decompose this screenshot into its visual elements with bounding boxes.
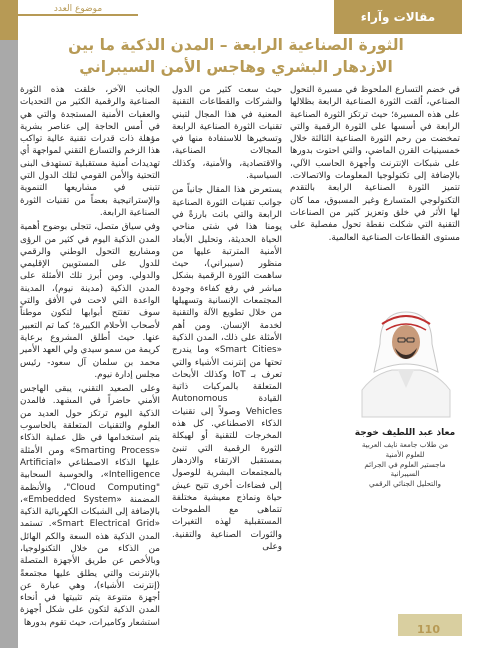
author-role-line: للعلوم الأمنية — [385, 449, 425, 459]
author-name: معاذ عبد اللطيف خوجة — [354, 428, 456, 438]
paragraph: حيث سعت كثير من الدول والشركات والقطاعات التقنية المعنية في هذا المجال لتبني تقنيات الثورة الصناعية الرابعة وتسخيرها للاستفادة منها في المجالات الصناعية، والاقتصادية، والأمنية، وكذلك السياسية. — [172, 85, 282, 182]
article-column-right — [290, 84, 460, 314]
author-role — [350, 440, 460, 489]
issue-label: موضوع العدد — [53, 4, 103, 14]
author-info — [350, 428, 460, 489]
issue-divider — [18, 14, 138, 16]
article-title-line-1: الثورة الصناعية الرابعة – المدن الذكية ما بين — [68, 36, 404, 54]
author-role-line: والتحليل الجنائي الرقمي — [369, 479, 441, 489]
page-number: 110 — [417, 623, 440, 636]
paragraph: في خضم التسارع الملحوظ في مسيرة التحول الصناعي، ألقت الثورة الصناعية الرابعة بظلالها على هذه المسيرة؛ حيث ترتكز الثورة الصناعية الرابعة في أسسها على الثورة الرقمية والتي تمخضت من رحم الثورة الصناعية الثالثة خلال خمسينيات القرن الماضي، والتي احتوت بدورها على شبكات الإنترنت وأجهزة الحاسب الآلي، بالإضافة إلى تكنولوجيا المعلومات والاتصالات. تتميز الثورة الصناعية الرابعة بالتقدم التكنولوجي المتسارع وغير المسبوق، مما كان لها الأثر في خلق وتعزيز كثير من الصناعات التقنية التي شكلت نقطة تحول مفصلية على مستوى القطاعات الصناعية العالمية. — [290, 85, 460, 243]
author-photo — [362, 302, 450, 417]
article-column-middle — [172, 84, 282, 594]
paragraph: يستعرض هذا المقال جانباً من جوانب تقنيات الثورة الصناعية الرابعة والتي باتت بارزةً في يومنا هذا في شتى مناحي الحياة الحديثة، وتحليل الأبعاد الأمنية المترتبة عليها من منظور (سيبراني)، حيث ساهمت الثورة الرقمية بشكل مباشر في رفع كفاءة وجودة المجتمعات الإنسانية وتسهيلها من خلال تطويع الآلة والتقنية لخدمة الإنسان. ومن أهم الأمثلة على ذلك، المدن الذكية «Smart Cities» وما يندرج تحتها من إنترنت الأشياء والتي تعرف بـ IoT وكذلك الأبحاث المتعلقة بالمركبات ذاتية القيادة Autonomous Vehicles وصولاً إلى تقنيات الذكاء الاصطناعي. كل هذه المخرجات للتقنية أو لهيكلة الثورة الرقمية التي تنبئ بمستقبل الارتقاء والازدهار بالمجتمعات البشرية للوصول إلى فضاءات أخرى تتيح عيش حياة ونماذج معيشية مختلفة تتماهى مع الطموحات المستقبلية لهذه التغيرات والثورات الصناعية والتقنية. وعلى — [172, 185, 282, 552]
section-tab — [334, 0, 462, 34]
side-strip — [0, 0, 18, 648]
article-title-line-2: الازدهار البشري وهاجس الأمن السيبراني — [79, 58, 393, 76]
article-column-left — [20, 84, 161, 628]
author-role-line: من طلاب جامعة نايف العربية — [361, 440, 449, 449]
article-title — [20, 34, 452, 78]
author-role-line: ماجستير العلوم في الجرائم السيبرانية — [364, 459, 446, 479]
section-label: مقالات وآراء — [360, 10, 436, 24]
side-strip-accent — [0, 0, 18, 40]
paragraph: وفي سياق متصل، تتجلى بوضوح أهمية المدن الذكية اليوم في كثير من الرؤى ومشاريع التحول الوطني والرقمي للدول على المستويين الإقليمي والدولي. ومن أبرز تلك الأمثلة على المدن الذكية (مدينة نيوم)، المدينة الواعدة التي لاحت في الأفق والتي سوف تفتتح أبوابها لتكون موطناً لأصحاب الأحلام الكبيرة؛ كما تم التعبير عنها. حيث أطلق المشروع برعاية كريمة من سمو سيدي ولي العهد الأمير محمد بن سلمان آل سعود- رئيس مجلس إدارة نيوم. — [20, 222, 160, 380]
author-photo-illustration — [362, 302, 450, 417]
paragraph: وعلى الصعيد التقني، يبقى الهاجس الأمني حاضراً في المشهد. فالمدن الذكية اليوم ترتكز حول العديد من العلوم والتقنيات المتعلقة بالحاسوب يتم استخدامها في ظل عملية الذكاء «Smarting Process» ومن الأمثلة عليها الذكاء الاصطناعي «Artificial Intelligence»، والحوسبة السحابية "Cloud Computing"، والأنظمة المضمنة «Embedded System»، بالإضافة إلى الشبكات الكهربائية الذكية «Smart Electrical Grid». تستمد المدن الذكية هذه السعة والكم الهائل من الذكاء من خلال التكنولوجيا، وبالأخص عن طريق الأجهزة المتصلة بالإنترنت والتي يطلق عليها مجتمعةً (إنترنت الأشياء)، وهي عبارة عن أجهزة متنوعة يتم تثبيتها في أنحاء المدن الذكية لتكون على شكل أجهزة استشعار وكاميرات، حيث تقوم بدورها — [20, 384, 161, 628]
paragraph: الجانب الآخر، خلقت هذه الثورة الصناعية والرقمية الكثير من التحديات والعقبات الأمنية المستجدة والتي هي في أمس الحاجة إلى عناصر بشرية مؤهلة ذات قدرات تقنية عالية تواكب هذا الزخم والتسارع التقني لمواجهة أي تهديدات أمنية مستقبلية تستهدف البنى التحتية والأمن القومي لتلك الدول التي تتبنى في مشاريعها التنموية والإستراتيجية بعضاً من تقنيات الثورة الصناعية الرابعة. — [20, 85, 160, 218]
